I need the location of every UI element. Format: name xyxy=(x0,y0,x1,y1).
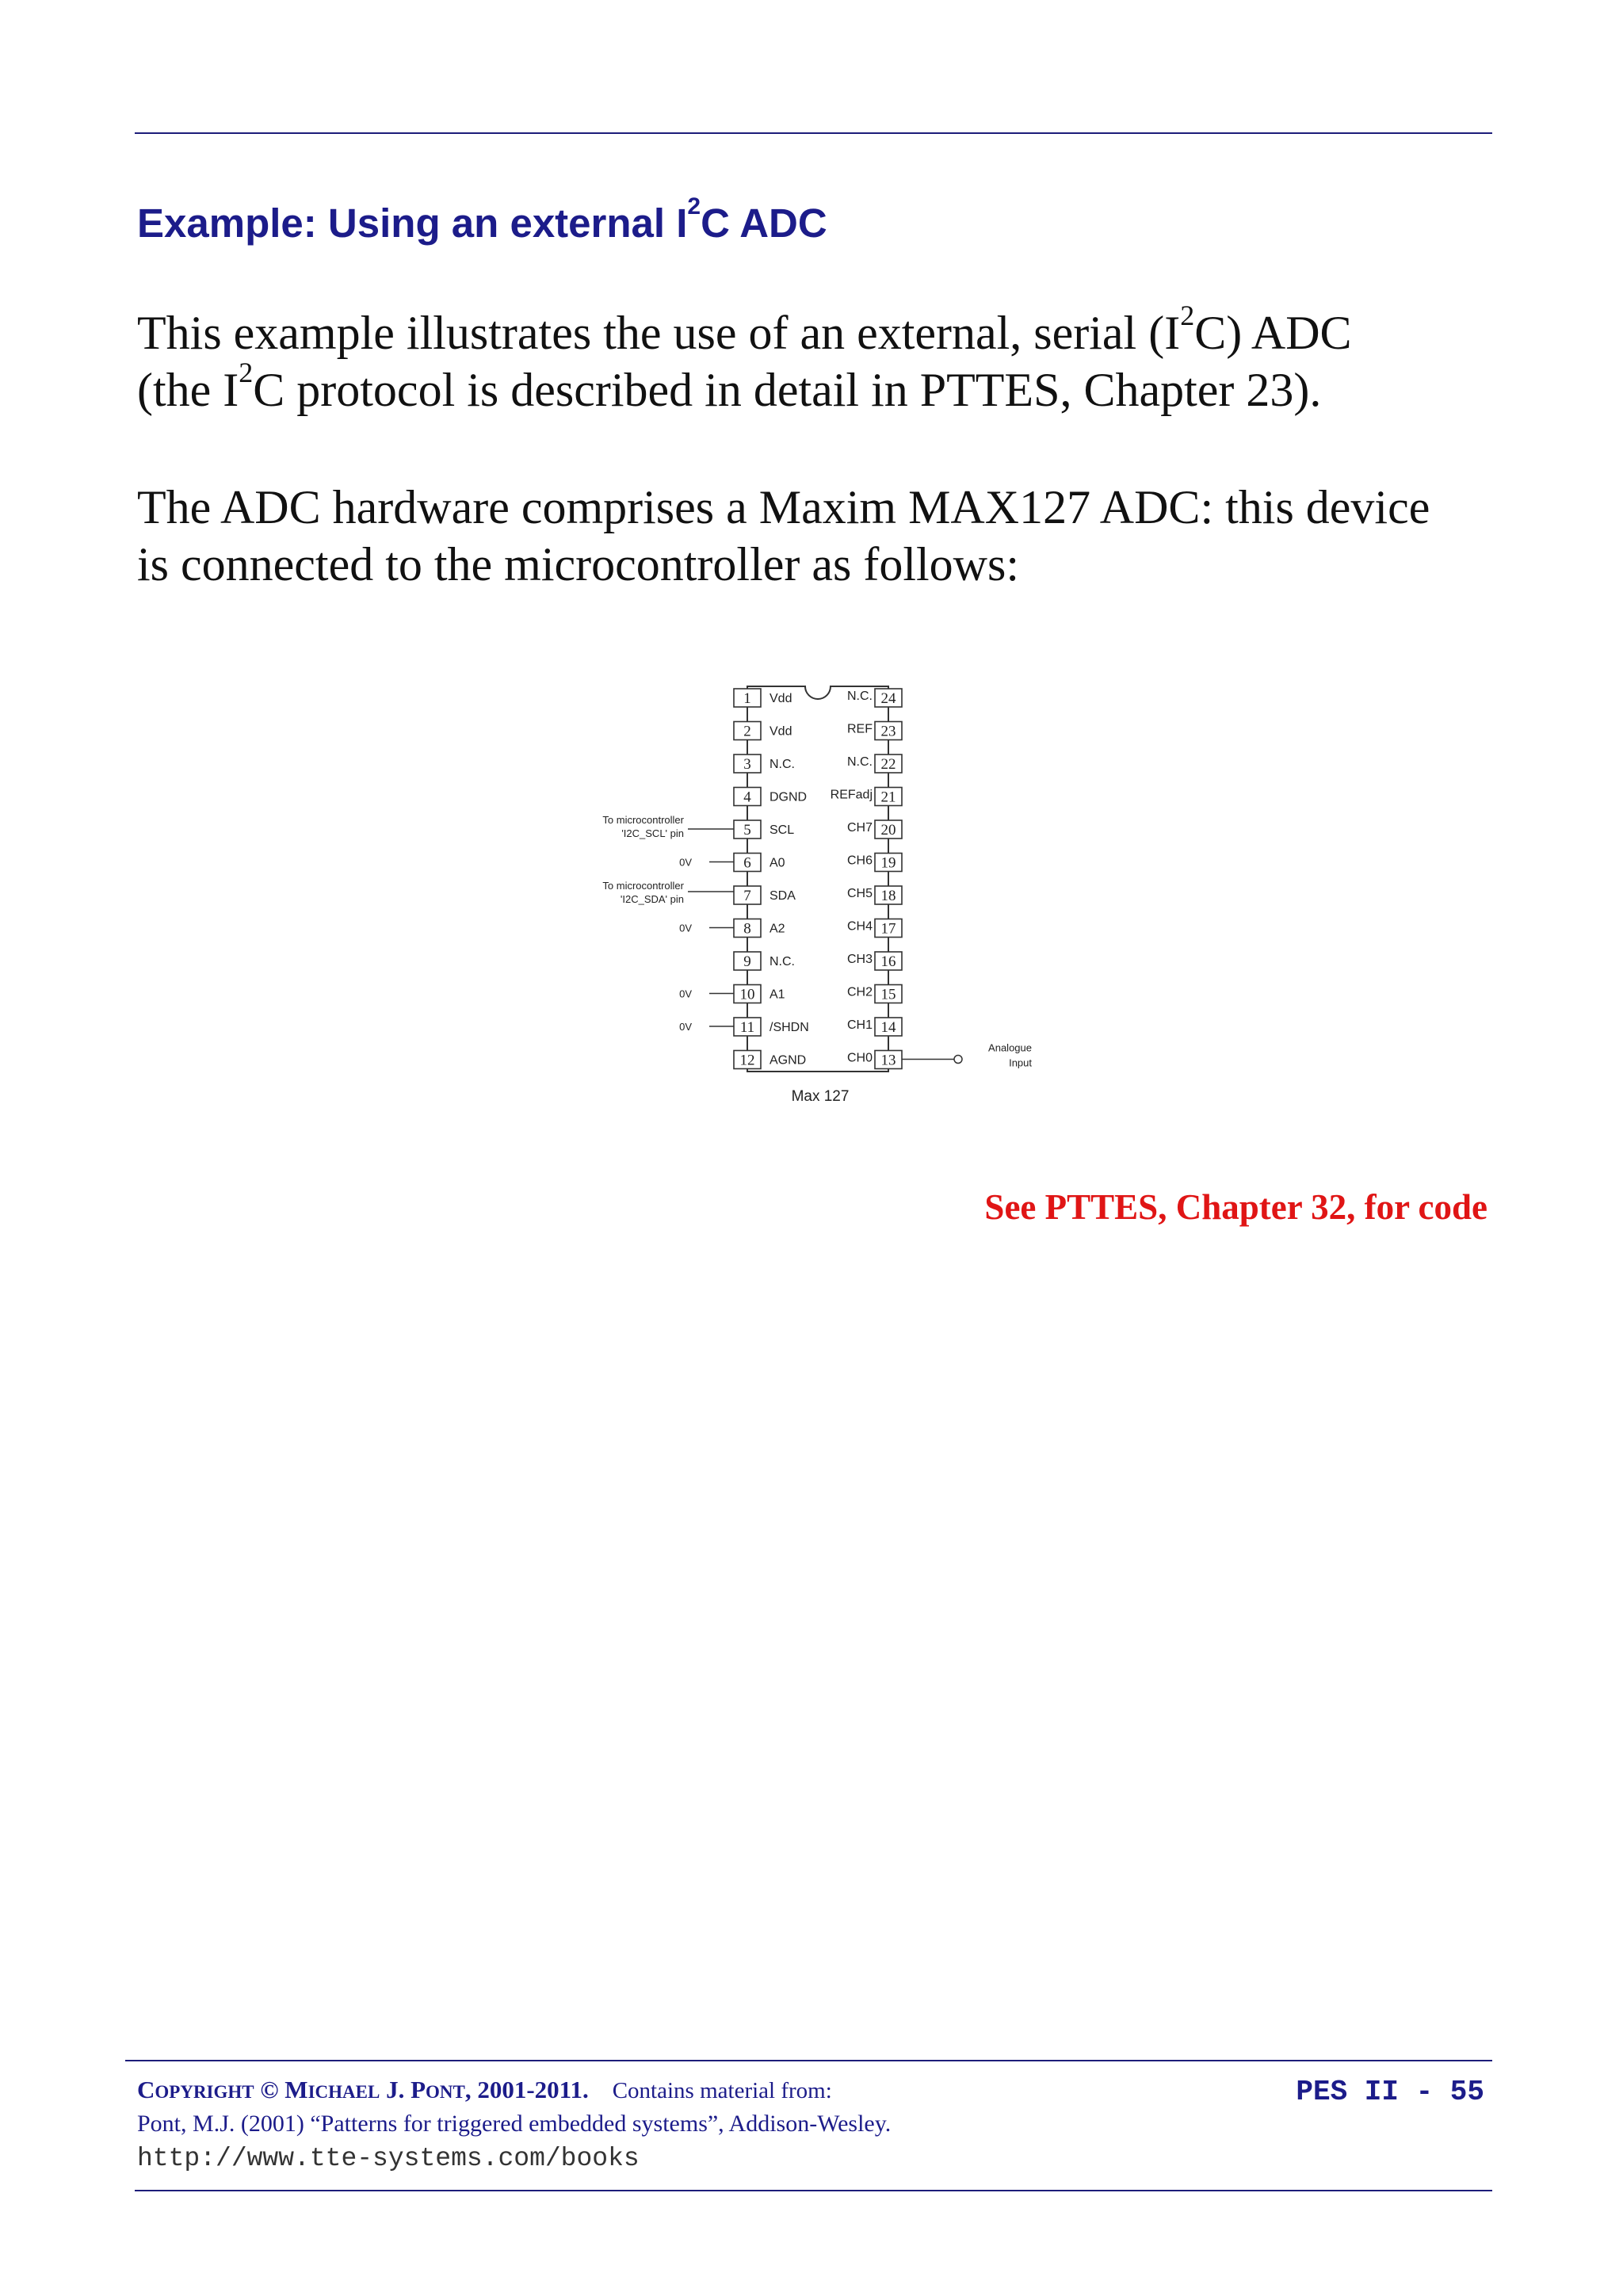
input-terminal-icon xyxy=(954,1056,962,1064)
pin-signal-label: CH0 xyxy=(846,1051,873,1065)
footer-bottom-rule xyxy=(135,2190,1492,2191)
pin-signal-label: SCL xyxy=(769,823,795,837)
footer-top-rule xyxy=(125,2060,1492,2061)
zero-volt-label: 0V xyxy=(679,1021,692,1033)
sda-label: 'I2C_SDA' pin xyxy=(620,893,684,905)
pin-number: 4 xyxy=(743,789,751,806)
pin-signal-label: CH5 xyxy=(846,887,873,900)
code-reference: See PTTES, Chapter 32, for code xyxy=(984,1187,1487,1227)
pin-signal-label: REF xyxy=(847,722,873,736)
pin-signal-label: N.C. xyxy=(769,955,795,968)
pin-signal-label: SDA xyxy=(769,889,796,903)
page-title: Example: Using an external $I^2C$ ADC xyxy=(137,193,827,246)
chip-body xyxy=(747,686,888,1072)
pin-number: 21 xyxy=(880,789,896,806)
pin-signal-label: N.C. xyxy=(769,758,795,771)
analogue-input-label: Analogue xyxy=(988,1041,1032,1054)
pin-signal-label: A1 xyxy=(769,988,785,1002)
pin-number: 9 xyxy=(743,953,751,970)
pin-number: 14 xyxy=(880,1019,896,1036)
pin-signal-label: Vdd xyxy=(769,724,792,739)
sda-label: To microcontroller xyxy=(602,880,684,892)
pin-number: 3 xyxy=(743,756,751,773)
scl-label: 'I2C_SCL' pin xyxy=(621,827,684,839)
pin-number: 10 xyxy=(739,986,755,1003)
pin-signal-label: CH2 xyxy=(846,985,873,999)
pin-signal-label: CH6 xyxy=(846,854,873,868)
pin-signal-label: N.C. xyxy=(847,755,873,769)
pin-number: 2 xyxy=(743,723,751,740)
scl-label: To microcontroller xyxy=(602,814,684,826)
pin-number: 18 xyxy=(880,888,896,904)
pin-number: 5 xyxy=(743,822,751,839)
pin-signal-label: CH3 xyxy=(846,953,873,966)
pin-number: 15 xyxy=(880,986,896,1003)
pin-number: 1 xyxy=(743,690,751,707)
pin-signal-label: CH1 xyxy=(846,1018,873,1032)
zero-volt-label: 0V xyxy=(679,922,692,934)
pin-number: 6 xyxy=(743,854,751,872)
pin-signal-label: CH4 xyxy=(846,919,873,934)
chip-name: Max 127 xyxy=(791,1088,850,1105)
pin-number: 22 xyxy=(880,756,896,773)
pin-number: 17 xyxy=(880,920,896,938)
pin-number: 23 xyxy=(880,723,896,740)
pin-number: 13 xyxy=(880,1052,896,1069)
pin-signal-label: A2 xyxy=(769,922,785,936)
contains-note: Contains material from: xyxy=(612,2078,832,2103)
pin-signal-label: Vdd xyxy=(769,692,792,705)
pin-number: 11 xyxy=(739,1019,755,1036)
hardware-paragraph: The ADC hardware comprises a Maxim MAX127 ADC: this device is connected to the microcontroller as follows: xyxy=(137,481,1430,590)
pin-number: 19 xyxy=(880,854,896,872)
pin-number: 8 xyxy=(743,920,751,938)
zero-volt-label: 0V xyxy=(679,856,692,869)
pin-number: 12 xyxy=(739,1052,755,1069)
pin-signal-label: /SHDN xyxy=(769,1021,809,1034)
zero-volt-label: 0V xyxy=(679,988,692,1000)
pin-number: 24 xyxy=(880,690,896,707)
book-url[interactable]: http://www.tte-systems.com/books xyxy=(137,2144,640,2173)
pin-signal-label: A0 xyxy=(769,856,785,870)
pin-signal-label: CH7 xyxy=(846,821,873,835)
citation: Pont, M.J. (2001) “Patterns for triggered embedded systems”, Addison-Wesley. xyxy=(137,2111,892,2137)
analogue-input-label: Input xyxy=(1009,1056,1032,1069)
pin-number: 16 xyxy=(880,953,896,970)
intro-paragraph: This example illustrates the use of an external, serial $(I^2C)$ ADC (the $I^2C$ protocol is described in detail in PTTES, Chapter 23). xyxy=(137,300,1352,416)
pin-number: 7 xyxy=(743,888,751,904)
pin-signal-label: N.C. xyxy=(847,690,873,703)
copyright-notice: COPYRIGHT © MICHAEL J. PONT, 2001-2011. Contains material from: xyxy=(137,2076,832,2103)
pin-signal-label: DGND xyxy=(769,790,808,804)
pin-signal-label: REFadj xyxy=(830,788,873,802)
pin-number: 20 xyxy=(880,822,896,839)
page-number: PES II - 55 xyxy=(1296,2076,1484,2108)
pin-signal-label: AGND xyxy=(769,1053,807,1068)
